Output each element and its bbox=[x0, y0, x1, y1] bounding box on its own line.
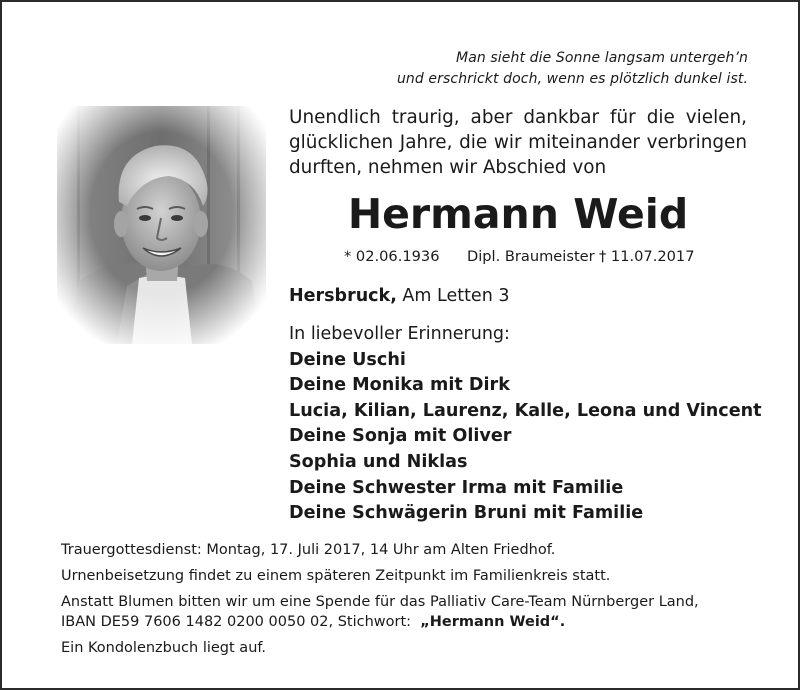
birth-date: * 02.06.1936 bbox=[344, 248, 440, 265]
mourner-name: Deine Schwester Irma mit Familie bbox=[289, 477, 624, 498]
deceased-name: Hermann Weid bbox=[347, 190, 689, 238]
mourners-list bbox=[289, 322, 762, 527]
death-date: † 11.07.2017 bbox=[599, 248, 695, 265]
donation-keyword: „Hermann Weid“. bbox=[420, 614, 566, 630]
intro-line-1: Unendlich traurig, aber dankbar für die vielen, bbox=[289, 107, 747, 128]
condolence-book-note: Ein Kondolenzbuch liegt auf. bbox=[61, 640, 267, 656]
motto-line-2: und erschrickt doch, wenn es plötzlich dunkel ist. bbox=[396, 71, 748, 87]
service-notes bbox=[61, 540, 761, 664]
intro-line-2: glücklichen Jahre, die wir miteinander verbringen bbox=[289, 132, 747, 153]
intro-line-3: durften, nehmen wir Abschied von bbox=[289, 157, 607, 178]
address-city: Hersbruck, bbox=[289, 286, 397, 306]
family-address bbox=[289, 284, 510, 309]
donation-line-1: Anstatt Blumen bitten wir um eine Spende für das Palliativ Care-Team Nürnberger Land, bbox=[61, 594, 699, 610]
mourners-label: In liebevoller Erinnerung: bbox=[289, 324, 510, 344]
urn-burial-note: Urnenbeisetzung findet zu einem späteren Zeitpunkt im Familienkreis statt. bbox=[61, 568, 611, 584]
intro-text bbox=[289, 105, 747, 180]
mourner-name: Sophia und Niklas bbox=[289, 451, 468, 472]
profession-title: Dipl. Braumeister bbox=[467, 248, 595, 265]
mourner-name: Deine Uschi bbox=[289, 349, 406, 370]
mourner-name: Deine Monika mit Dirk bbox=[289, 375, 510, 396]
mourner-name: Deine Sonja mit Oliver bbox=[289, 426, 512, 447]
donation-iban: IBAN DE59 7606 1482 0200 0050 02, Stichwort: bbox=[61, 614, 421, 630]
motto-quote bbox=[397, 48, 748, 90]
motto-line-1: Man sieht die Sonne langsam untergeh’n bbox=[456, 50, 748, 66]
donation-note bbox=[61, 592, 761, 632]
mourner-name: Deine Schwägerin Bruni mit Familie bbox=[289, 503, 644, 524]
mourner-name: Lucia, Kilian, Laurenz, Kalle, Leona und Vincent bbox=[289, 400, 762, 421]
portrait-photo bbox=[57, 106, 266, 344]
address-street: Am Letten 3 bbox=[402, 286, 510, 306]
funeral-service-note: Trauergottesdienst: Montag, 17. Juli 2017, 14 Uhr am Alten Friedhof. bbox=[61, 542, 556, 558]
